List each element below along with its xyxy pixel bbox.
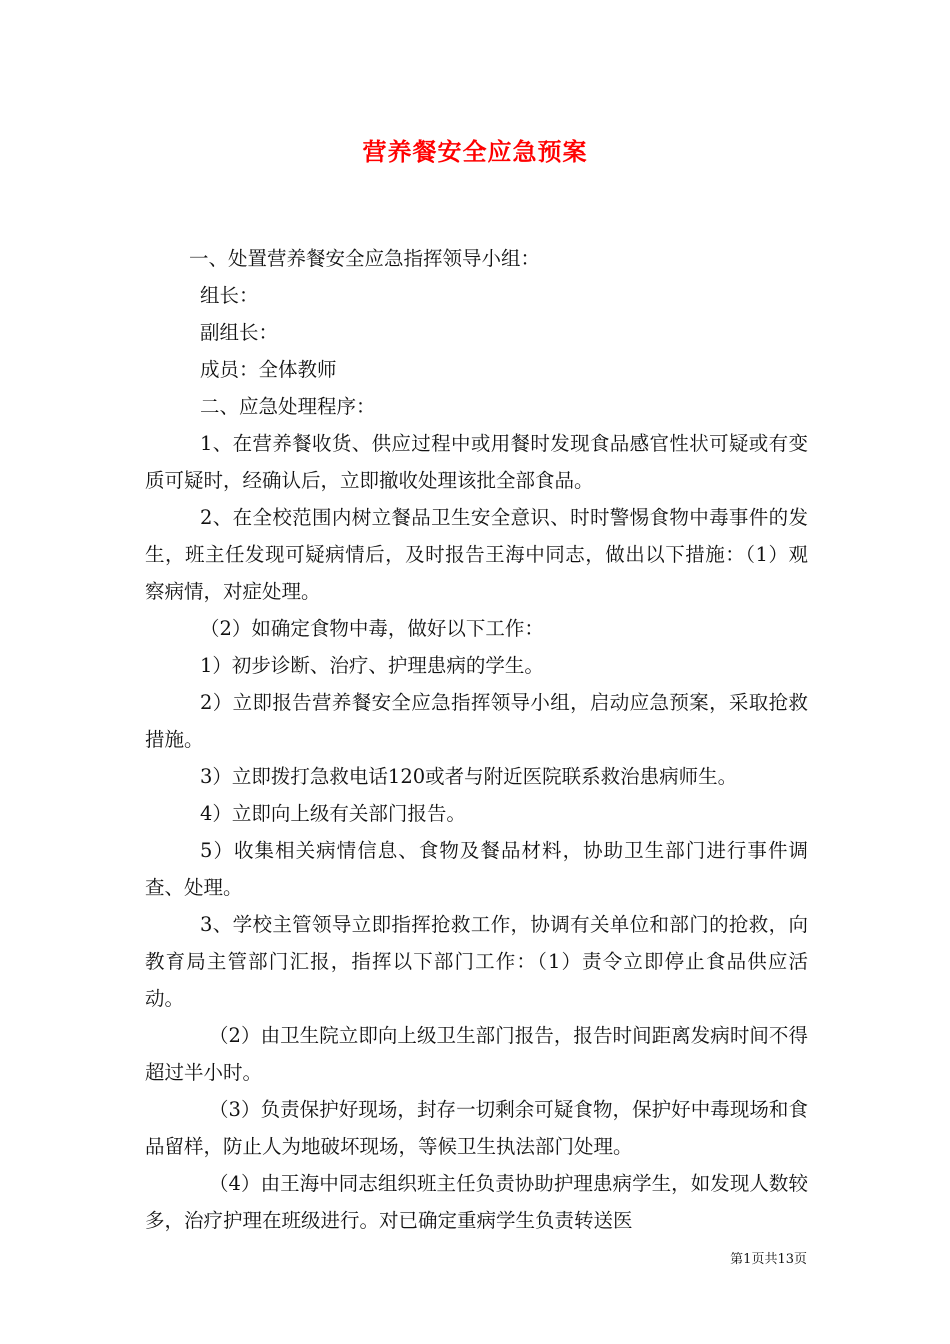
- paragraph: （2）如确定食物中毒，做好以下工作：: [200, 617, 544, 640]
- document-body: [145, 240, 808, 1239]
- paragraph: 二、应急处理程序：: [200, 395, 376, 418]
- paragraph: 4）立即向上级有关部门报告。: [200, 802, 466, 825]
- paragraph: 副组长：: [200, 321, 279, 344]
- paragraph: 1）初步诊断、治疗、护理患病的学生。: [200, 654, 544, 677]
- paragraph: 2、在全校范围内树立餐品卫生安全意识、时时警惕食物中毒事件的发生，班主任发现可疑病情后，及时报告王海中同志，做出以下措施：（1）观察病情，对症处理。: [145, 506, 808, 603]
- paragraph: 组长：: [200, 284, 259, 307]
- paragraph: 2）立即报告营养餐安全应急指挥领导小组，启动应急预案，采取抢救措施。: [145, 691, 808, 751]
- paragraph: （3）负责保护好现场，封存一切剩余可疑食物，保护好中毒现场和食品留样，防止人为地破坏现场，等候卫生执法部门处理。: [145, 1098, 808, 1158]
- paragraph: 一、处置营养餐安全应急指挥领导小组：: [189, 247, 541, 270]
- paragraph: 成员：全体教师: [200, 358, 337, 381]
- paragraph: 3、学校主管领导立即指挥抢救工作，协调有关单位和部门的抢救，向教育局主管部门汇报，指挥以下部门工作：（1）责令立即停止食品供应活动。: [145, 913, 808, 1010]
- document-title: 营养餐安全应急预案: [362, 137, 588, 166]
- paragraph: 1、在营养餐收货、供应过程中或用餐时发现食品感官性状可疑或有变质可疑时，经确认后，立即撤收处理该批全部食品。: [145, 432, 808, 492]
- paragraph: （2）由卫生院立即向上级卫生部门报告，报告时间距离发病时间不得超过半小时。: [145, 1024, 808, 1084]
- paragraph: 3）立即拨打急救电话120或者与附近医院联系救治患病师生。: [200, 765, 738, 788]
- paragraph: （4）由王海中同志组织班主任负责协助护理患病学生，如发现人数较多，治疗护理在班级进行。对已确定重病学生负责转送医: [145, 1172, 808, 1232]
- page-footer: 第1页共13页: [730, 1252, 807, 1267]
- paragraph: 5）收集相关病情信息、食物及餐品材料，协助卫生部门进行事件调查、处理。: [145, 839, 808, 899]
